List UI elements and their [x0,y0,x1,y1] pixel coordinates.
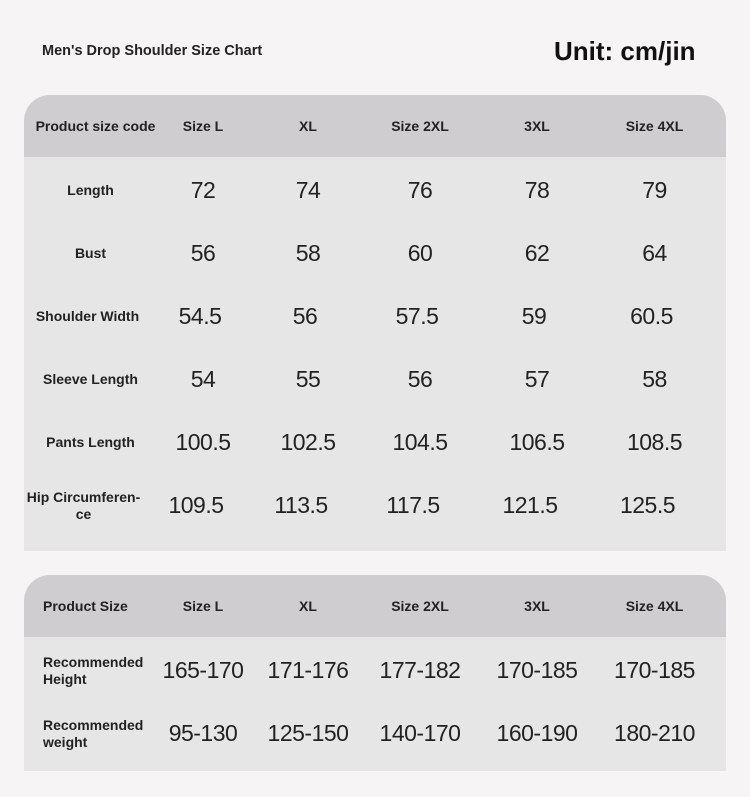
size-table-header [24,95,726,157]
table-cell: 56 [407,366,433,392]
row-label-line2: weight [43,733,88,750]
row-label [24,702,157,765]
table-cell: 60.5 [630,303,673,329]
table-cell: 55 [295,366,321,392]
table-cell: 57 [524,366,550,392]
table-cell: 109.5 [168,492,224,518]
header-size: Size 4XL [625,118,684,134]
table-cell: 102.5 [280,429,336,455]
header-label: Product Size [43,598,128,614]
table-cell: 121.5 [502,492,558,518]
row-label [24,474,150,537]
table-cell: 160-190 [496,720,578,746]
table-cell: 78 [524,177,550,203]
table-cell: 60 [407,240,433,266]
table-cell: 54 [190,366,216,392]
table-cell: 57.5 [395,303,439,329]
row-label: Shoulder Width [35,308,140,324]
table-row [24,474,726,537]
table-row [24,702,726,765]
recommend-table-header [24,575,726,637]
row-label [24,639,157,702]
recommend-table [24,575,726,771]
row-label-line2: ce [75,505,92,522]
table-cell: 177-182 [379,657,461,683]
chart-title: Men's Drop Shoulder Size Chart [42,43,263,59]
table-cell: 117.5 [386,492,440,518]
row-label-line2: Height [43,670,87,687]
table-cell: 79 [642,177,667,203]
table-cell: 56 [292,303,318,329]
row-label-line1: Hip Circumferen- [26,488,141,505]
row-label: Pants Length [46,434,135,450]
header-size: 3XL [524,598,550,614]
table-cell: 100.5 [175,429,231,455]
table-cell: 95-130 [168,720,238,746]
table-cell: 106.5 [509,429,565,455]
header-size: Size L [182,598,224,614]
table-cell: 104.5 [392,429,448,455]
table-row [24,411,726,474]
table-cell: 125-150 [267,720,349,746]
table-cell: 171-176 [267,657,349,683]
table-row [24,348,726,411]
table-cell: 180-210 [614,720,695,746]
table-cell: 72 [190,177,216,203]
table-cell: 170-185 [614,657,695,683]
table-cell: 108.5 [626,429,683,455]
table-cell: 140-170 [379,720,461,746]
table-cell: 64 [642,240,667,266]
table-row [24,285,726,348]
header-size: XL [299,118,317,134]
table-cell: 125.5 [619,492,676,518]
table-cell: 59 [521,303,547,329]
header-label: Product size code [35,118,156,134]
table-cell: 56 [190,240,216,266]
table-cell: 62 [524,240,550,266]
table-cell: 165-170 [162,657,244,683]
row-label: Sleeve Length [43,371,138,387]
table-cell: 170-185 [496,657,578,683]
row-label: Bust [74,245,107,261]
header-size: Size 2XL [391,598,449,614]
table-cell: 54.5 [178,303,222,329]
header-size: 3XL [524,118,550,134]
row-label: Length [67,182,114,198]
table-cell: 58 [642,366,667,392]
row-label-line1: Recommended [43,716,144,733]
header-size: Size 2XL [391,118,449,134]
table-row [24,639,726,702]
table-row [24,222,726,285]
table-cell: 113.5 [274,492,328,518]
table-cell: 58 [295,240,321,266]
row-label-line1: Recommended [43,653,144,670]
header-size: Size L [182,118,224,134]
unit-label: Unit: cm/jin [554,36,696,66]
table-row [24,159,726,222]
table-cell: 74 [295,177,321,203]
table-cell: 76 [407,177,433,203]
header-size: Size 4XL [625,598,684,614]
header-size: XL [299,598,317,614]
size-table [24,95,726,551]
